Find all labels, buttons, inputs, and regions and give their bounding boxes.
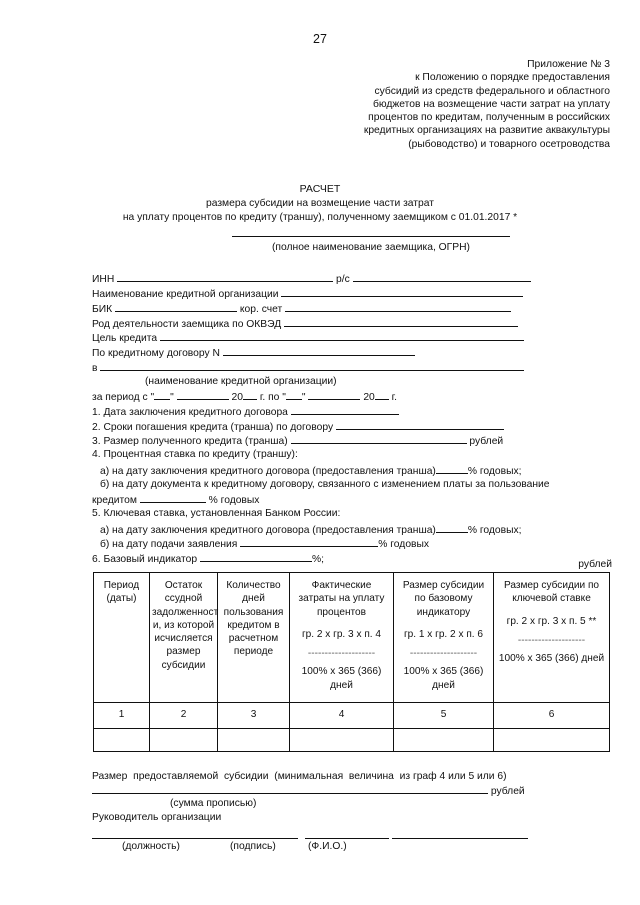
- base-indicator-field[interactable]: [200, 551, 312, 562]
- subsidy-text: Размер предоставляемой субсидии (минимальная величина из граф 4 или 5 или 6): [92, 771, 507, 782]
- period-start-year-field[interactable]: [243, 389, 257, 400]
- page-number: 27: [313, 32, 327, 46]
- inn-field[interactable]: [117, 271, 333, 282]
- okved-label: Род деятельности заемщика по ОКВЭД: [92, 319, 282, 330]
- table-cell[interactable]: [150, 729, 218, 752]
- period-start-day-field[interactable]: [154, 389, 170, 400]
- column-number: 6: [494, 703, 610, 729]
- item-6-label: 6. Базовый индикатор: [92, 554, 198, 565]
- period-end-day-field[interactable]: [286, 389, 302, 400]
- header-days: Количество дней пользования кредитом в расчетном периоде: [218, 573, 290, 703]
- period-end-year-field[interactable]: [375, 389, 389, 400]
- bik-row: [92, 301, 511, 315]
- column-number: 3: [218, 703, 290, 729]
- table-unit: рублей: [578, 559, 612, 570]
- agreement-date-field[interactable]: [291, 404, 399, 415]
- agreement-row: [92, 345, 415, 359]
- item-1-label: 1. Дата заключения кредитного договора: [92, 407, 288, 418]
- period-year-label: 20: [231, 392, 243, 403]
- appendix-line: процентов по кредитам, полученным в российских: [368, 112, 610, 124]
- table-cell[interactable]: [494, 729, 610, 752]
- period-start-month-field[interactable]: [177, 389, 229, 400]
- table-cell[interactable]: [394, 729, 494, 752]
- period-year-label: 20: [363, 392, 375, 403]
- rate-at-agreement-field[interactable]: [436, 463, 468, 474]
- item-4-label: 4. Процентная ставка по кредиту (траншу):: [92, 449, 298, 460]
- formula-bottom: 100% x 365 (366) дней: [301, 666, 382, 691]
- rs-field[interactable]: [353, 271, 531, 282]
- signature-caption: (подпись): [230, 841, 276, 852]
- rate-at-amendment-field[interactable]: [140, 492, 206, 503]
- column-number: 5: [394, 703, 494, 729]
- header-balance: Остаток ссудной задолженност и, из которой исчисляется размер субсидии: [150, 573, 218, 703]
- signature-field[interactable]: [305, 838, 389, 839]
- period-quote: ": [170, 392, 174, 403]
- item-3-row: [92, 433, 503, 447]
- item-5b-label: б) на дату подачи заявления: [100, 539, 238, 550]
- bank-row: [92, 360, 524, 374]
- appendix-header: [364, 58, 610, 151]
- item-5a-label: а) на дату заключения кредитного договора (предоставления транша): [100, 525, 436, 536]
- bik-field[interactable]: [115, 301, 237, 312]
- bank-name-row: [92, 286, 523, 300]
- item-5a-unit: % годовых;: [467, 525, 522, 536]
- header-period: Период (даты): [94, 573, 150, 703]
- column-number: 1: [94, 703, 150, 729]
- appendix-line: к Положению о порядке предоставления: [415, 72, 610, 84]
- appendix-line: (рыбоводство) и товарного осетроводства: [408, 138, 610, 150]
- repayment-terms-field[interactable]: [336, 419, 504, 430]
- item-3-unit: рублей: [469, 436, 504, 447]
- position-field[interactable]: [92, 838, 298, 839]
- bank-caption: (наименование кредитной организации): [145, 376, 337, 387]
- subsidy-unit: рублей: [490, 786, 525, 797]
- item-6-unit: %;: [312, 554, 325, 565]
- table-number-row: [94, 703, 610, 729]
- item-5b-unit: % годовых: [378, 539, 430, 550]
- formula-bottom: 100% x 365 (366) дней: [498, 653, 605, 665]
- document-subtitle: размера субсидии на возмещение части затрат: [206, 198, 434, 209]
- period-row: [92, 389, 397, 403]
- purpose-row: [92, 330, 524, 344]
- bik-label: БИК: [92, 304, 113, 315]
- subsidy-amount-row: [92, 783, 525, 797]
- agreement-field[interactable]: [223, 345, 415, 356]
- bank-field[interactable]: [100, 360, 524, 371]
- item-1-row: [92, 404, 399, 418]
- appendix-line: бюджетов на возмещение части затрат на уплату: [372, 98, 610, 110]
- key-rate-at-application-field[interactable]: [240, 536, 378, 547]
- item-5b-row: [100, 536, 429, 550]
- formula-rule: --------------------: [409, 648, 478, 660]
- document-title: РАСЧЕТ: [299, 183, 341, 195]
- formula-top: гр. 2 x гр. 3 x п. 5 **: [506, 615, 597, 627]
- formula-top: гр. 1 x гр. 2 x п. 6: [403, 628, 484, 640]
- credit-amount-field[interactable]: [291, 433, 467, 444]
- okved-field[interactable]: [284, 316, 518, 327]
- subsidy-amount-field[interactable]: [92, 783, 488, 794]
- item-5-label: 5. Ключевая ставка, установленная Банком России:: [92, 508, 341, 519]
- kor-account-field[interactable]: [285, 301, 511, 312]
- item-4b-unit: % годовых: [208, 495, 260, 506]
- bank-name-field[interactable]: [281, 286, 523, 297]
- rs-label: р/с: [336, 274, 350, 285]
- in-label: в: [92, 363, 98, 374]
- calculation-table: [93, 572, 610, 752]
- bank-name-label: Наименование кредитной организации: [92, 289, 279, 300]
- key-rate-at-agreement-field[interactable]: [436, 522, 468, 533]
- name-field[interactable]: [392, 838, 528, 839]
- purpose-label: Цель кредита: [92, 333, 158, 344]
- item-4b-label: б) на дату документа к кредитному договору, связанного с изменением платы за пользование: [100, 479, 550, 490]
- item-4a-row: [100, 463, 522, 477]
- head-label: Руководитель организации: [92, 812, 222, 823]
- borrower-name-field[interactable]: [232, 236, 510, 237]
- appendix-line: кредитных организациях на развитие аквакультуры: [363, 125, 610, 137]
- item-4a-unit: % годовых;: [467, 466, 522, 477]
- period-end-month-field[interactable]: [308, 389, 360, 400]
- inn-label: ИНН: [92, 274, 115, 285]
- item-6-row: [92, 551, 324, 565]
- purpose-field[interactable]: [160, 330, 524, 341]
- item-2-label: 2. Сроки погашения кредита (транша) по договору: [92, 422, 334, 433]
- name-caption: (Ф.И.О.): [308, 841, 347, 852]
- item-4b-label-2: кредитом: [92, 495, 137, 506]
- position-caption: (должность): [122, 841, 180, 852]
- formula-top: гр. 2 x гр. 3 x п. 4: [301, 628, 382, 640]
- header-key-rate-subsidy: Размер субсидии по ключевой ставке гр. 2 x гр. 3 x п. 5 ** -------------------- 100% x 365 (366) дней: [494, 573, 610, 703]
- appendix-line: Приложение № 3: [527, 59, 610, 70]
- period-quote: ": [301, 392, 306, 403]
- agreement-label: По кредитному договору N: [92, 348, 220, 359]
- table-cell[interactable]: [218, 729, 290, 752]
- period-to-label: г. по ": [259, 392, 286, 403]
- header-actual-costs: Фактические затраты на уплату процентов гр. 2 x гр. 3 x п. 4 -------------------- 100% x 365 (366) дней: [290, 573, 394, 703]
- table-cell[interactable]: [94, 729, 150, 752]
- formula-rule: --------------------: [307, 648, 376, 660]
- appendix-line: субсидий из средств федерального и областного: [374, 85, 610, 97]
- period-prefix: за период с ": [92, 392, 155, 403]
- amount-caption: (сумма прописью): [170, 798, 257, 809]
- document-subtitle: на уплату процентов по кредиту (траншу), полученному заемщиком с 01.01.2017 *: [122, 212, 518, 223]
- okved-row: [92, 316, 518, 330]
- item-4b-row: [92, 492, 259, 506]
- borrower-caption: (полное наименование заемщика, ОГРН): [272, 242, 470, 253]
- item-4a-label: а) на дату заключения кредитного договора (предоставления транша): [100, 466, 436, 477]
- item-2-row: [92, 419, 504, 433]
- kor-account-label: кор. счет: [239, 304, 283, 315]
- table-header-row: [94, 573, 610, 703]
- formula-rule: --------------------: [517, 634, 586, 646]
- table-row: [94, 729, 610, 752]
- column-number: 2: [150, 703, 218, 729]
- item-5a-row: [100, 522, 522, 536]
- period-end-label: г.: [391, 392, 398, 403]
- column-number: 4: [290, 703, 394, 729]
- item-3-label: 3. Размер полученного кредита (транша): [92, 436, 288, 447]
- formula-bottom: 100% x 365 (366) дней: [403, 666, 484, 691]
- header-base-subsidy: Размер субсидии по базовому индикатору гр. 1 x гр. 2 x п. 6 -------------------- 100% x 365 (366) дней: [394, 573, 494, 703]
- table-cell[interactable]: [290, 729, 394, 752]
- inn-row: [92, 271, 531, 285]
